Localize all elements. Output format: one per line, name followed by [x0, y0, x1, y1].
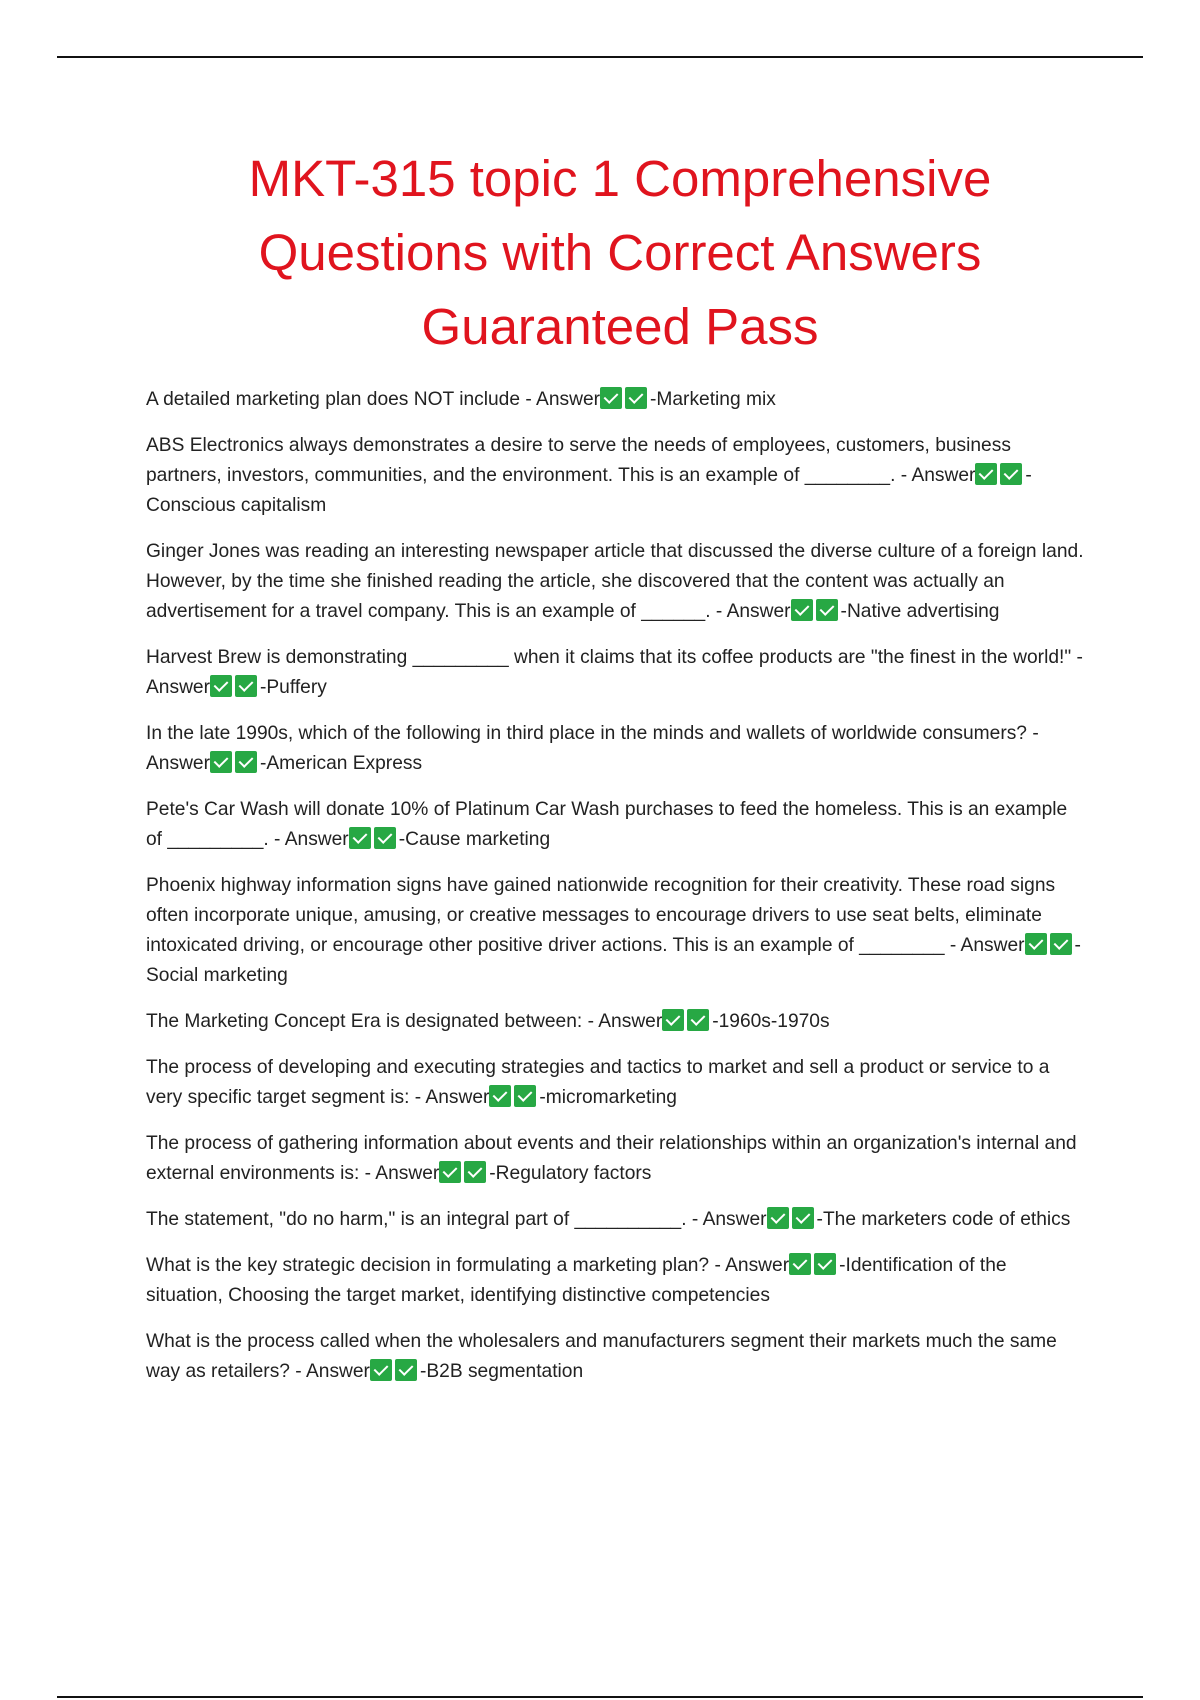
qa-item: Phoenix highway information signs have gained nationwide recognition for their creativity. These road signs often incorporate unique, amusing, or creative messages to encourage drivers to use seat belts, eliminate intoxicated driving, or encourage other positive driver actions. This is an example of ________ - Answer -Social marketing: [146, 875, 1081, 986]
top-rule: [57, 56, 1143, 58]
answer-label: Answer: [598, 1011, 663, 1032]
qa-item: Pete's Car Wash will donate 10% of Platinum Car Wash purchases to feed the homeless. This is an example of _________. - Answer -Cause marketing: [146, 799, 1068, 850]
qa-item: In the late 1990s, which of the following in third place in the minds and wallets of worldwide consumers? - Answer -American Express: [146, 723, 1039, 774]
check-mark-icon: [395, 1359, 417, 1381]
check-mark-icon: [625, 387, 647, 409]
check-mark-icon: [1000, 463, 1022, 485]
question-text: What is the key strategic decision in formulating a marketing plan?: [146, 1255, 710, 1276]
check-mark-icon: [792, 1207, 814, 1229]
answer-label: Answer: [536, 389, 601, 410]
qa-item: What is the process called when the wholesalers and manufacturers segment their markets much the same way as retailers? - Answer -B2B segmentation: [146, 1331, 1057, 1382]
answer-text: American Express: [266, 753, 423, 774]
qa-item: A detailed marketing plan does NOT include - Answer -Marketing mix: [146, 389, 776, 410]
answer-label: Answer: [146, 753, 210, 774]
answer-text: Marketing mix: [656, 389, 776, 410]
answer-label: Answer: [146, 677, 210, 698]
check-mark-icon: [767, 1207, 789, 1229]
check-mark-icon: [791, 599, 813, 621]
qa-item: The process of gathering information about events and their relationships within an organization's internal and external environments is: - Answer -Regulatory factors: [146, 1133, 1077, 1184]
answer-text: micromarketing: [545, 1087, 677, 1108]
check-mark-icon: [1050, 933, 1072, 955]
answer-label: Answer: [284, 829, 349, 850]
qa-item: Ginger Jones was reading an interesting newspaper article that discussed the diverse culture of a foreign land. However, by the time she finished reading the article, she discovered that the content was actually an advertisement for a travel company. This is an example of ______. - Answer -Native advertising: [146, 541, 1084, 622]
check-mark-icon: [662, 1009, 684, 1031]
qa-list: [146, 385, 1086, 1403]
check-mark-icon: [814, 1253, 836, 1275]
question-text: Harvest Brew is demonstrating _________ when it claims that its coffee products are "the finest in the world!": [146, 647, 1072, 668]
question-text: A detailed marketing plan does NOT include: [146, 389, 521, 410]
check-mark-icon: [349, 827, 371, 849]
check-mark-icon: [235, 675, 257, 697]
answer-label: Answer: [425, 1087, 490, 1108]
answer-label: Answer: [702, 1209, 767, 1230]
check-mark-icon: [464, 1161, 486, 1183]
check-mark-icon: [370, 1359, 392, 1381]
question-text: ABS Electronics always demonstrates a desire to serve the needs of employees, customers, business partners, investors, communities, and the environment. This is an example of ________.: [146, 435, 1011, 486]
question-text: What is the process called when the wholesalers and manufacturers segment their markets much the same way as retailers?: [146, 1331, 1057, 1382]
check-mark-icon: [374, 827, 396, 849]
question-text: The process of developing and executing strategies and tactics to market and sell a product or service to a very specific target segment is:: [146, 1057, 1050, 1108]
question-text: Ginger Jones was reading an interesting newspaper article that discussed the diverse culture of a foreign land. However, by the time she finished reading the article, she discovered that the content was actually an advertisement for a travel company. This is an example of ______.: [146, 541, 1084, 622]
check-mark-icon: [210, 751, 232, 773]
answer-label: Answer: [960, 935, 1025, 956]
qa-item: Harvest Brew is demonstrating _________ when it claims that its coffee products are "the finest in the world!" - Answer -Puffery: [146, 647, 1083, 698]
check-mark-icon: [235, 751, 257, 773]
answer-text: Identification of the situation, Choosing the target market, identifying distinctive competencies: [146, 1255, 1007, 1306]
check-mark-icon: [687, 1009, 709, 1031]
document-title: MKT-315 topic 1 Comprehensive Questions with Correct Answers Guaranteed Pass: [248, 150, 992, 355]
question-text: The statement, "do no harm," is an integral part of __________.: [146, 1209, 687, 1230]
answer-label: Answer: [375, 1163, 440, 1184]
qa-item: The Marketing Concept Era is designated between: - Answer -1960s-1970s: [146, 1011, 830, 1032]
question-text: The Marketing Concept Era is designated between:: [146, 1011, 583, 1032]
answer-text: Conscious capitalism: [146, 495, 327, 516]
qa-item: What is the key strategic decision in formulating a marketing plan? - Answer -Identification of the situation, Choosing the target market, identifying distinctive competencies: [146, 1255, 1007, 1306]
answer-label: Answer: [726, 601, 791, 622]
answer-text: 1960s-1970s: [718, 1011, 830, 1032]
check-mark-icon: [514, 1085, 536, 1107]
answer-label: Answer: [911, 465, 976, 486]
question-text: Phoenix highway information signs have gained nationwide recognition for their creativity. These road signs often incorporate unique, amusing, or creative messages to encourage drivers to use seat belts, eliminate intoxicated driving, or encourage other positive driver actions. This is an example of ________: [146, 875, 1056, 956]
check-mark-icon: [975, 463, 997, 485]
check-mark-icon: [789, 1253, 811, 1275]
answer-label: Answer: [305, 1361, 370, 1382]
qa-item: ABS Electronics always demonstrates a desire to serve the needs of employees, customers, business partners, investors, communities, and the environment. This is an example of ________. - Answer -Conscious capitalism: [146, 435, 1032, 516]
check-mark-icon: [816, 599, 838, 621]
answer-label: Answer: [725, 1255, 790, 1276]
bottom-rule: [57, 1696, 1143, 1698]
qa-item: The statement, "do no harm," is an integral part of __________. - Answer -The marketers code of ethics: [146, 1209, 1071, 1230]
answer-text: Regulatory factors: [495, 1163, 652, 1184]
question-text: The process of gathering information about events and their relationships within an organization's internal and external environments is:: [146, 1133, 1077, 1184]
check-mark-icon: [439, 1161, 461, 1183]
check-mark-icon: [600, 387, 622, 409]
answer-text: The marketers code of ethics: [822, 1209, 1071, 1230]
qa-item: The process of developing and executing strategies and tactics to market and sell a product or service to a very specific target segment is: - Answer -micromarketing: [146, 1057, 1050, 1108]
answer-text: B2B segmentation: [426, 1361, 584, 1382]
answer-text: Puffery: [266, 677, 327, 698]
question-text: In the late 1990s, which of the following in third place in the minds and wallets of worldwide consumers?: [146, 723, 1027, 744]
answer-text: Cause marketing: [405, 829, 551, 850]
question-text: Pete's Car Wash will donate 10% of Platinum Car Wash purchases to feed the homeless. This is an example of _________.: [146, 799, 1068, 850]
check-mark-icon: [489, 1085, 511, 1107]
check-mark-icon: [210, 675, 232, 697]
answer-text: Social marketing: [146, 965, 288, 986]
answer-text: Native advertising: [846, 601, 1000, 622]
check-mark-icon: [1025, 933, 1047, 955]
